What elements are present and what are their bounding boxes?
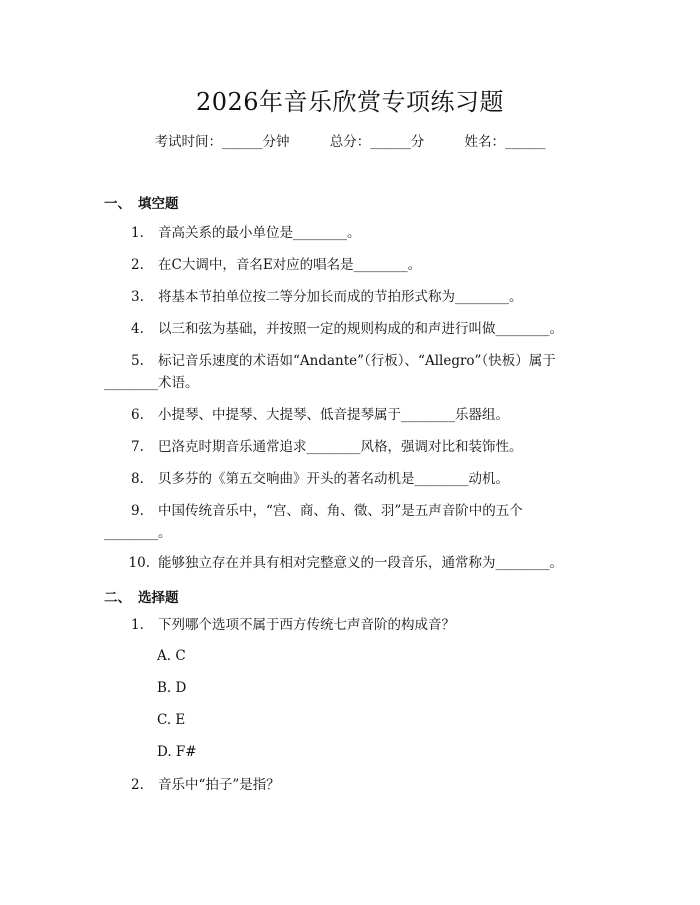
question-item: 1. 下列哪个选项不属于西方传统七声音阶的构成音？ xyxy=(131,617,455,633)
question-item: 2. 在C大调中，音名E对应的唱名是________。 xyxy=(131,257,422,273)
choice-option: A. C xyxy=(157,648,186,664)
section-heading-multiple-choice: 二、 选择题 xyxy=(104,590,179,606)
question-item: 10. 能够独立存在并具有相对完整意义的一段音乐，通常称为________。 xyxy=(128,555,563,571)
question-item: 5. 标记音乐速度的术语如“Andante”（行板）、“Allegro”（快板）属于 ________术语。 xyxy=(104,353,556,391)
total-score-field: 总分：______分 xyxy=(329,134,425,150)
exam-time-field: 考试时间：______分钟 xyxy=(154,134,290,150)
question-item: 7. 巴洛克时期音乐通常追求________风格，强调对比和装饰性。 xyxy=(131,439,523,455)
question-item: 4. 以三和弦为基础，并按照一定的规则构成的和声进行叫做________。 xyxy=(131,321,563,337)
section-heading-fill-blank: 一、 填空题 xyxy=(104,196,179,212)
choice-option: C. E xyxy=(157,712,186,728)
page-title: 2026年音乐欣赏专项练习题 xyxy=(195,88,505,116)
exam-meta xyxy=(0,130,700,150)
choice-option: D. F# xyxy=(157,744,197,760)
choice-option: B. D xyxy=(157,680,187,696)
question-item: 8. 贝多芬的《第五交响曲》开头的著名动机是________动机。 xyxy=(131,471,509,487)
question-item: 9. 中国传统音乐中，“宫、商、角、徵、羽”是五声音阶中的五个 ________。 xyxy=(104,503,523,541)
question-item: 2. 音乐中“拍子”是指？ xyxy=(131,777,280,793)
question-item: 3. 将基本节拍单位按二等分加长而成的节拍形式称为________。 xyxy=(131,289,523,305)
question-item: 6. 小提琴、中提琴、大提琴、低音提琴属于________乐器组。 xyxy=(131,407,509,423)
question-item: 1. 音高关系的最小单位是________。 xyxy=(131,225,361,241)
student-name-field: 姓名：______ xyxy=(464,134,546,150)
